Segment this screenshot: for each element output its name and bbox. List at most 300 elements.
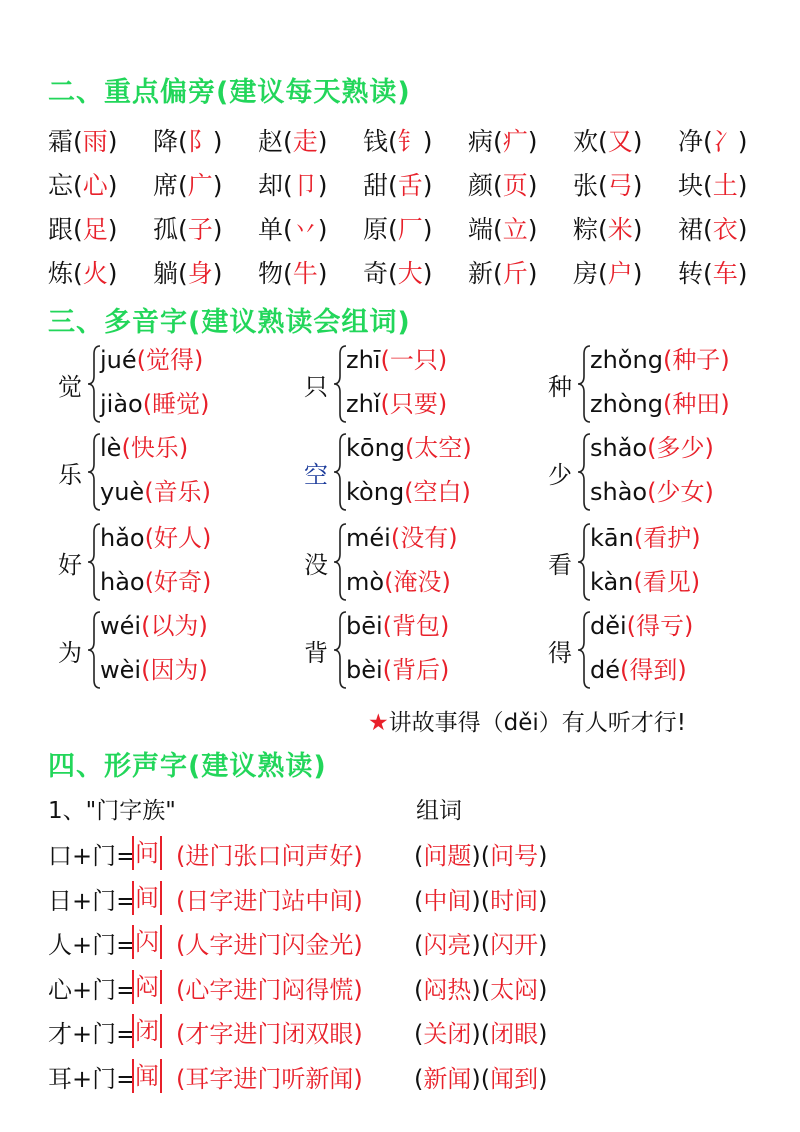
radical-char: 块	[678, 171, 704, 200]
paren: )	[527, 171, 538, 200]
radical-part: 立	[502, 215, 528, 244]
radical-char: 端	[468, 215, 494, 244]
zuci-label: 组词	[416, 798, 462, 824]
pinyin: dé	[590, 656, 620, 684]
pinyin: zhǒng	[590, 346, 663, 374]
paren: (	[703, 171, 713, 200]
radical-char: 病	[468, 127, 494, 156]
paren: (	[703, 215, 713, 244]
paren: (	[493, 171, 503, 200]
paren: (	[647, 478, 657, 506]
example-word: 少女	[656, 478, 705, 506]
radical-char: 降	[153, 127, 179, 156]
radical-part: 疒	[502, 127, 528, 156]
pinyin: jiào	[100, 390, 143, 418]
note-text: 讲故事得（děi）有人听才行!	[388, 710, 686, 736]
paren: )	[632, 259, 643, 288]
paren: )	[212, 215, 223, 244]
pinyin: hào	[100, 568, 145, 596]
paren: (	[662, 346, 673, 374]
paren: (	[598, 171, 608, 200]
pinyin: wèi	[100, 656, 142, 684]
section4-title: 四、形声字(建议熟读)	[48, 751, 327, 782]
paren: (	[390, 524, 401, 552]
paren: )	[538, 842, 548, 870]
formula: 口+门=	[48, 842, 137, 870]
phonetic-row	[48, 1059, 788, 1103]
paren: (	[73, 171, 83, 200]
polyphone-reading	[590, 562, 700, 597]
paren: )	[422, 171, 433, 200]
pinyin: bēi	[346, 612, 383, 640]
polyphone-reading	[100, 562, 211, 597]
radical-item	[573, 254, 678, 290]
formula: 耳+门=	[48, 1064, 137, 1093]
phonetic-row	[48, 881, 788, 925]
rhyme: (进门张口问声好)	[176, 842, 363, 870]
radical-char: 赵	[258, 127, 284, 156]
pinyin: méi	[346, 524, 391, 552]
phonetic-row	[48, 1014, 788, 1058]
example-word: 背后	[392, 656, 441, 684]
radical-char: 奇	[363, 259, 389, 288]
radical-item	[573, 166, 678, 202]
word: 问号	[490, 842, 539, 870]
paren: (	[647, 434, 657, 462]
paren: )	[527, 127, 538, 156]
paren: (	[178, 171, 188, 200]
radical-grid	[48, 118, 788, 294]
paren: )	[527, 259, 538, 288]
paren: (	[633, 524, 644, 552]
radical-char: 躺	[153, 259, 179, 288]
polyphone-reading	[590, 472, 714, 507]
pinyin: mò	[346, 568, 385, 596]
paren: (	[626, 612, 637, 640]
polyphone-reading	[100, 606, 208, 641]
paren: )	[107, 259, 118, 288]
polyphone-char: 觉	[58, 373, 82, 401]
polyphone-char: 少	[548, 461, 572, 489]
paren: )	[737, 215, 748, 244]
paren: (	[598, 259, 608, 288]
radical-part: 足	[82, 215, 108, 244]
polyphone-group	[304, 340, 524, 428]
paren: (	[414, 975, 424, 1004]
radical-char: 原	[363, 215, 389, 244]
paren: (	[703, 127, 713, 156]
radical-char: 物	[258, 259, 284, 288]
polyphone-char: 乐	[58, 461, 82, 489]
radical-char: 跟	[48, 215, 74, 244]
pinyin: bèi	[346, 656, 383, 684]
radical-item	[258, 122, 363, 158]
paren: )	[690, 568, 701, 596]
pinyin: yuè	[100, 478, 145, 506]
radical-part: 牛	[292, 259, 318, 288]
paren: )(	[471, 931, 491, 959]
paren: )	[538, 886, 548, 915]
word-pair	[414, 1014, 547, 1049]
polyphone-char: 好	[58, 551, 82, 579]
polyphone-group	[304, 606, 524, 694]
paren: )(	[471, 1020, 491, 1048]
result-char: 问	[132, 836, 162, 870]
radical-part: 心	[82, 171, 108, 200]
polyphone-reading	[590, 606, 693, 641]
paren: (	[380, 390, 390, 418]
word: 问题	[423, 842, 472, 870]
radical-item	[573, 122, 678, 158]
paren: )	[737, 171, 748, 200]
result-char: 闻	[132, 1059, 162, 1093]
paren: )	[538, 975, 548, 1004]
paren: (	[144, 478, 154, 506]
radical-item	[468, 122, 573, 158]
result-char: 闪	[132, 925, 162, 959]
polyphone-reading	[346, 650, 449, 685]
formula: 心+门=	[48, 975, 137, 1004]
radical-part: 车	[712, 259, 738, 288]
radical-row	[48, 206, 788, 250]
polyphone-group	[58, 518, 278, 606]
polyphone-group	[548, 518, 768, 606]
paren: )	[704, 478, 714, 506]
formula: 日+门=	[48, 886, 137, 915]
section4-subtitle: 1、"门字族"	[48, 798, 176, 824]
radical-item	[153, 122, 258, 158]
polyphone-char: 只	[304, 373, 328, 401]
example-word: 因为	[150, 656, 199, 684]
pinyin: kōng	[346, 434, 406, 462]
radical-char: 新	[468, 259, 494, 288]
paren: )	[720, 346, 730, 374]
word: 时间	[490, 886, 539, 915]
paren: )	[437, 346, 448, 374]
paren: (	[380, 346, 390, 374]
paren: )(	[471, 1064, 491, 1093]
paren: (	[121, 434, 131, 462]
radical-part: 广	[187, 171, 213, 200]
pinyin: kàn	[590, 568, 634, 596]
pinyin: děi	[590, 612, 627, 640]
radical-row	[48, 162, 788, 206]
radical-item	[48, 254, 153, 290]
radical-item	[153, 210, 258, 246]
paren: )	[212, 171, 223, 200]
radical-item	[468, 254, 573, 290]
pinyin: hǎo	[100, 524, 145, 552]
paren: (	[388, 259, 398, 288]
polyphone-reading	[100, 340, 203, 375]
paren: (	[404, 478, 414, 506]
example-word: 音乐	[153, 478, 202, 506]
paren: )	[422, 127, 433, 156]
radical-part: 斤	[502, 259, 528, 288]
radical-char: 霜	[48, 127, 74, 156]
radical-part: 阝	[187, 127, 213, 156]
pinyin: zhī	[346, 346, 381, 374]
polyphone-char: 没	[304, 551, 328, 579]
radical-item	[678, 122, 783, 158]
paren: )	[632, 127, 643, 156]
rhyme: (人字进门闪金光)	[176, 931, 363, 959]
result-char: 闷	[132, 970, 162, 1004]
word: 中间	[423, 886, 472, 915]
example-word: 空白	[413, 478, 462, 506]
paren: )	[198, 656, 208, 684]
paren: (	[493, 215, 503, 244]
word: 闪亮	[423, 931, 472, 959]
paren: )	[737, 259, 748, 288]
radical-char: 单	[258, 215, 284, 244]
polyphone-group	[304, 428, 524, 516]
word: 闭眼	[490, 1020, 539, 1048]
radical-part: 户	[607, 259, 633, 288]
paren: )	[632, 171, 643, 200]
polyphone-note	[368, 704, 686, 737]
paren: )	[212, 259, 223, 288]
radical-item	[258, 210, 363, 246]
radical-part: 雨	[82, 127, 108, 156]
paren: )	[107, 215, 118, 244]
radical-part: 火	[82, 259, 108, 288]
radical-char: 净	[678, 127, 704, 156]
polyphone-reading	[346, 340, 447, 375]
radical-item	[153, 166, 258, 202]
radical-part: 衣	[712, 215, 738, 244]
radical-char: 欢	[573, 127, 599, 156]
polyphone-reading	[100, 384, 209, 419]
pinyin: shǎo	[590, 434, 648, 462]
paren: (	[283, 171, 293, 200]
example-word: 好奇	[153, 568, 202, 596]
paren: )	[440, 656, 450, 684]
paren: )	[212, 127, 223, 156]
radical-char: 席	[153, 171, 179, 200]
radical-part: 米	[607, 215, 633, 244]
example-word: 觉得	[146, 346, 195, 374]
paren: (	[620, 656, 630, 684]
paren: (	[493, 127, 503, 156]
paren: (	[662, 390, 673, 418]
paren: )	[538, 931, 548, 959]
polyphone-group	[58, 606, 278, 694]
paren: (	[73, 127, 83, 156]
polyphone-group	[304, 518, 524, 606]
example-word: 太空	[414, 434, 463, 462]
example-word: 只要	[389, 390, 438, 418]
radical-char: 钱	[363, 127, 389, 156]
word: 闻到	[490, 1064, 539, 1093]
paren: )	[684, 612, 694, 640]
example-word: 好人	[153, 524, 202, 552]
radical-part: 舌	[397, 171, 423, 200]
radical-part: 子	[187, 215, 213, 244]
paren: )	[440, 612, 450, 640]
radical-char: 粽	[573, 215, 599, 244]
radical-item	[678, 210, 783, 246]
paren: )	[200, 390, 210, 418]
example-word: 种田	[672, 390, 721, 418]
rhyme: (才字进门闭双眼)	[176, 1020, 363, 1048]
paren: (	[144, 524, 154, 552]
example-word: 没有	[400, 524, 449, 552]
radical-item	[363, 210, 468, 246]
word: 太闷	[490, 975, 539, 1004]
paren: (	[633, 568, 643, 596]
example-word: 背包	[392, 612, 441, 640]
paren: (	[414, 1020, 424, 1048]
polyphone-reading	[346, 606, 449, 641]
paren: )	[107, 171, 118, 200]
paren: (	[414, 931, 424, 959]
radical-char: 炼	[48, 259, 74, 288]
phonetic-row	[48, 836, 788, 880]
polyphone-reading	[590, 340, 730, 375]
word: 闪开	[490, 931, 539, 959]
paren: (	[414, 842, 424, 870]
paren: (	[382, 656, 393, 684]
polyphone-reading	[100, 428, 188, 463]
paren: (	[144, 568, 154, 596]
polyphone-group	[58, 428, 278, 516]
polyphone-reading	[100, 472, 211, 507]
paren: (	[283, 215, 293, 244]
radical-item	[48, 122, 153, 158]
radical-part: 大	[397, 259, 423, 288]
result-char: 间	[132, 881, 162, 915]
paren: (	[283, 127, 293, 156]
polyphone-reading	[590, 518, 701, 553]
paren: )	[317, 127, 328, 156]
example-word: 一只	[389, 346, 438, 374]
polyphone-reading	[100, 650, 208, 685]
paren: )	[737, 127, 748, 156]
paren: )	[201, 524, 212, 552]
radical-item	[153, 254, 258, 290]
paren: )(	[471, 886, 491, 915]
rhyme: (日字进门站中间)	[176, 886, 363, 915]
paren: (	[405, 434, 415, 462]
paren: (	[142, 390, 153, 418]
pinyin: kòng	[346, 478, 405, 506]
paren: )	[704, 434, 714, 462]
radical-item	[363, 166, 468, 202]
paren: )	[437, 390, 448, 418]
radical-char: 张	[573, 171, 599, 200]
paren: )	[448, 524, 458, 552]
paren: (	[382, 612, 393, 640]
example-word: 种子	[672, 346, 721, 374]
radical-char: 孤	[153, 215, 179, 244]
radical-item	[468, 166, 573, 202]
polyphone-reading	[590, 650, 687, 685]
word-pair	[414, 1059, 547, 1094]
paren: )	[194, 346, 204, 374]
pinyin: jué	[100, 346, 137, 374]
paren: (	[141, 612, 151, 640]
radical-char: 裙	[678, 215, 704, 244]
radical-char: 忘	[48, 171, 74, 200]
paren: )	[317, 171, 328, 200]
result-char: 闭	[132, 1014, 162, 1048]
paren: (	[73, 215, 83, 244]
radical-item	[468, 210, 573, 246]
paren: )	[441, 568, 451, 596]
word: 闷热	[423, 975, 472, 1004]
paren: (	[136, 346, 147, 374]
radical-item	[678, 166, 783, 202]
formula: 人+门=	[48, 931, 137, 959]
example-word: 睡觉	[152, 390, 201, 418]
pinyin: zhòng	[590, 390, 663, 418]
paren: (	[178, 127, 188, 156]
radical-item	[48, 210, 153, 246]
word-pair	[414, 836, 547, 871]
polyphone-reading	[346, 428, 472, 463]
paren: )	[201, 568, 212, 596]
word: 关闭	[423, 1020, 472, 1048]
paren: (	[178, 215, 188, 244]
paren: )	[720, 390, 730, 418]
radical-char: 颜	[468, 171, 494, 200]
radical-part: 冫	[712, 127, 738, 156]
paren: )	[538, 1064, 548, 1093]
paren: (	[178, 259, 188, 288]
radical-char: 甜	[363, 171, 389, 200]
paren: )	[691, 524, 701, 552]
paren: (	[703, 259, 713, 288]
radical-item	[678, 254, 783, 290]
example-word: 看见	[642, 568, 691, 596]
polyphone-reading	[346, 562, 451, 597]
example-word: 淹没	[393, 568, 442, 596]
section3-title: 三、多音字(建议熟读会组词)	[48, 307, 411, 338]
polyphone-char: 得	[548, 639, 572, 667]
word: 新闻	[423, 1064, 472, 1093]
radical-part: 走	[292, 127, 318, 156]
paren: )	[317, 259, 328, 288]
phonetic-row	[48, 970, 788, 1014]
radical-item	[258, 166, 363, 202]
polyphone-reading	[590, 428, 714, 463]
word-pair	[414, 970, 547, 1005]
paren: (	[414, 1064, 424, 1093]
rhyme: (心字进门闷得慌)	[176, 975, 363, 1004]
star-icon: ★	[368, 710, 389, 736]
example-word: 快乐	[130, 434, 179, 462]
paren: )	[538, 1020, 548, 1048]
paren: )	[107, 127, 118, 156]
section2-title: 二、重点偏旁(建议每天熟读)	[48, 77, 411, 108]
paren: )	[198, 612, 208, 640]
polyphone-group	[58, 340, 278, 428]
radical-part: 钅	[397, 127, 423, 156]
polyphone-reading	[100, 518, 211, 553]
radical-part: 土	[712, 171, 738, 200]
radical-char: 房	[573, 259, 599, 288]
polyphone-reading	[346, 384, 447, 419]
example-word: 以为	[150, 612, 199, 640]
paren: )	[422, 215, 433, 244]
radical-row	[48, 118, 788, 162]
paren: )	[461, 478, 471, 506]
radical-part: 身	[187, 259, 213, 288]
pinyin: lè	[100, 434, 122, 462]
paren: )	[422, 259, 433, 288]
paren: (	[414, 886, 424, 915]
